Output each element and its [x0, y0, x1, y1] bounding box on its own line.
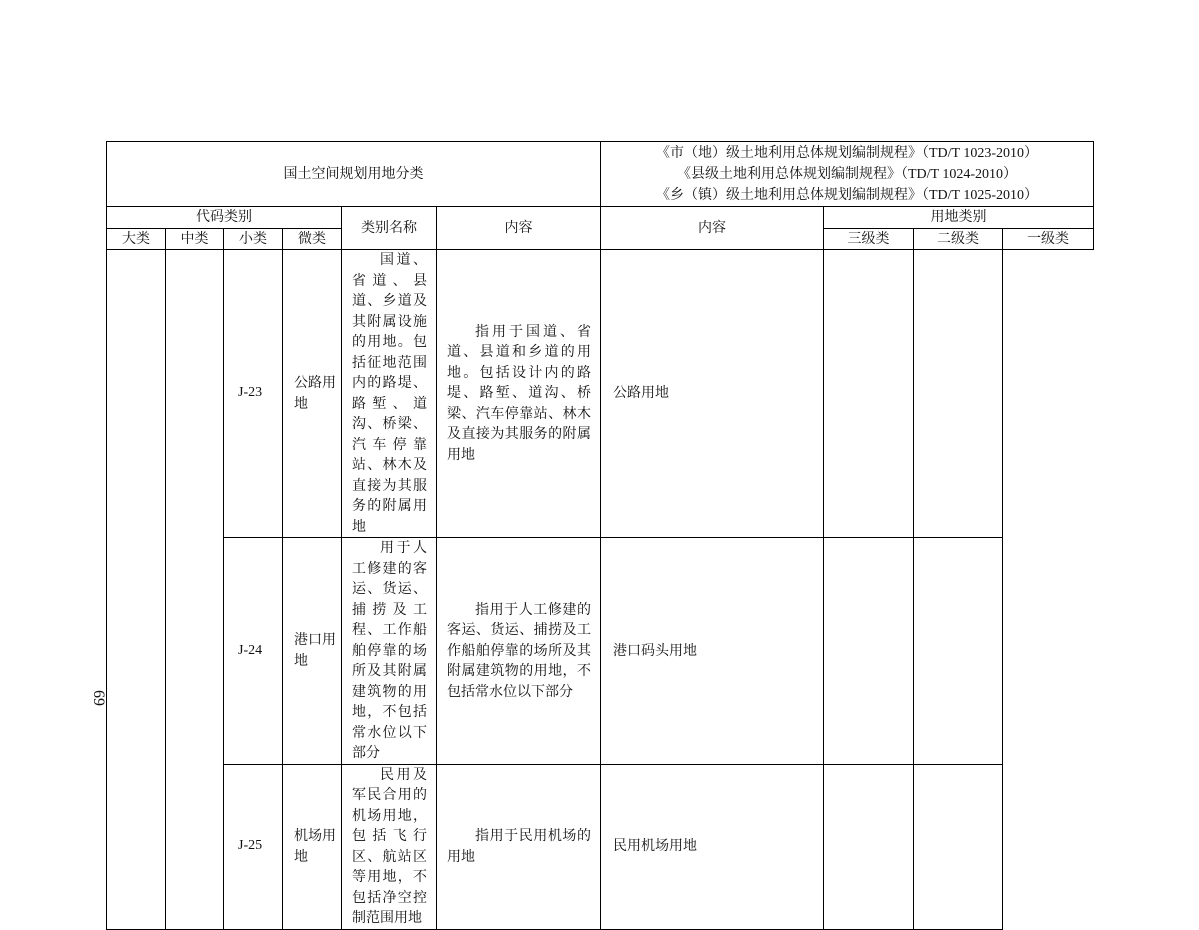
- minor-class-header: 小类: [224, 228, 283, 250]
- level2-cell: [824, 764, 914, 929]
- content-left-cell: 用于人工修建的客运、货运、捕捞及工程、工作船舶停靠的场所及其附属建筑物的用地，不包括常水位以下部分: [342, 538, 437, 765]
- content-right-header: 内容: [601, 207, 824, 250]
- content-left-cell: 国道、省道、县道、乡道及其附属设施的用地。包括征地范围内的路堤、路堑、道沟、桥梁、汽车停靠站、林木及直接为其服务的附属用地: [342, 250, 437, 538]
- middle-class-cell: [166, 250, 224, 930]
- code-category-header: 代码类别: [107, 207, 342, 229]
- major-class-header: 大类: [107, 228, 166, 250]
- content-right-cell: 指用于国道、省道、县道和乡道的用地。包括设计内的路堤、路堑、道沟、桥梁、汽车停靠站、林木及直接为其服务的附属用地: [437, 250, 601, 538]
- code-cell: J-25: [224, 764, 283, 929]
- standard-line: [601, 143, 1093, 164]
- header-row-2: [107, 207, 1094, 229]
- table-row: [107, 250, 1094, 538]
- table-row: [107, 538, 1094, 765]
- standard-line: [601, 185, 1093, 206]
- micro-class-header: 微类: [283, 228, 342, 250]
- page-number: 69: [90, 690, 107, 706]
- level1-header: 一级类: [1003, 228, 1094, 250]
- level1-cell: [914, 250, 1003, 538]
- content-right-cell: 指用于民用机场的用地: [437, 764, 601, 929]
- standard-title: 《县级土地利用总体规划编制规程》: [677, 165, 901, 182]
- level1-cell: [914, 764, 1003, 929]
- category-name-header: 类别名称: [342, 207, 437, 250]
- land-classification-table: [106, 141, 1094, 930]
- standard-code: （TD/T 1025-2010）: [922, 187, 1039, 203]
- land-category-header: 用地类别: [824, 207, 1094, 229]
- standard-code: （TD/T 1023-2010）: [922, 145, 1039, 161]
- standard-line: [601, 164, 1093, 185]
- major-class-cell: [107, 250, 166, 930]
- standard-title: 《市（地）级土地利用总体规划编制规程》: [656, 144, 922, 161]
- level3-cell: 民用机场用地: [601, 764, 824, 929]
- level1-cell: [914, 538, 1003, 765]
- content-left-header: 内容: [437, 207, 601, 250]
- category-name-cell: 机场用地: [283, 764, 342, 929]
- table-row: [107, 764, 1094, 929]
- level3-cell: 港口码头用地: [601, 538, 824, 765]
- level3-cell: 公路用地: [601, 250, 824, 538]
- level2-cell: [824, 250, 914, 538]
- code-cell: J-23: [224, 250, 283, 538]
- level2-header: 二级类: [914, 228, 1003, 250]
- level2-cell: [824, 538, 914, 765]
- standards-cell: [601, 142, 1094, 207]
- level3-header: 三级类: [824, 228, 914, 250]
- category-name-cell: 港口用地: [283, 538, 342, 765]
- header-row-1: [107, 142, 1094, 207]
- standard-title: 《乡（镇）级土地利用总体规划编制规程》: [656, 186, 922, 203]
- content-right-cell: 指用于人工修建的客运、货运、捕捞及工作船舶停靠的场所及其附属建筑物的用地，不包括常水位以下部分: [437, 538, 601, 765]
- content-left-cell: 民用及军民合用的机场用地，包括飞行区、航站区等用地，不包括净空控制范围用地: [342, 764, 437, 929]
- standard-code: （TD/T 1024-2010）: [901, 166, 1018, 182]
- middle-class-header: 中类: [166, 228, 224, 250]
- code-cell: J-24: [224, 538, 283, 765]
- category-name-cell: 公路用地: [283, 250, 342, 538]
- classification-title-cell: 国土空间规划用地分类: [107, 142, 601, 207]
